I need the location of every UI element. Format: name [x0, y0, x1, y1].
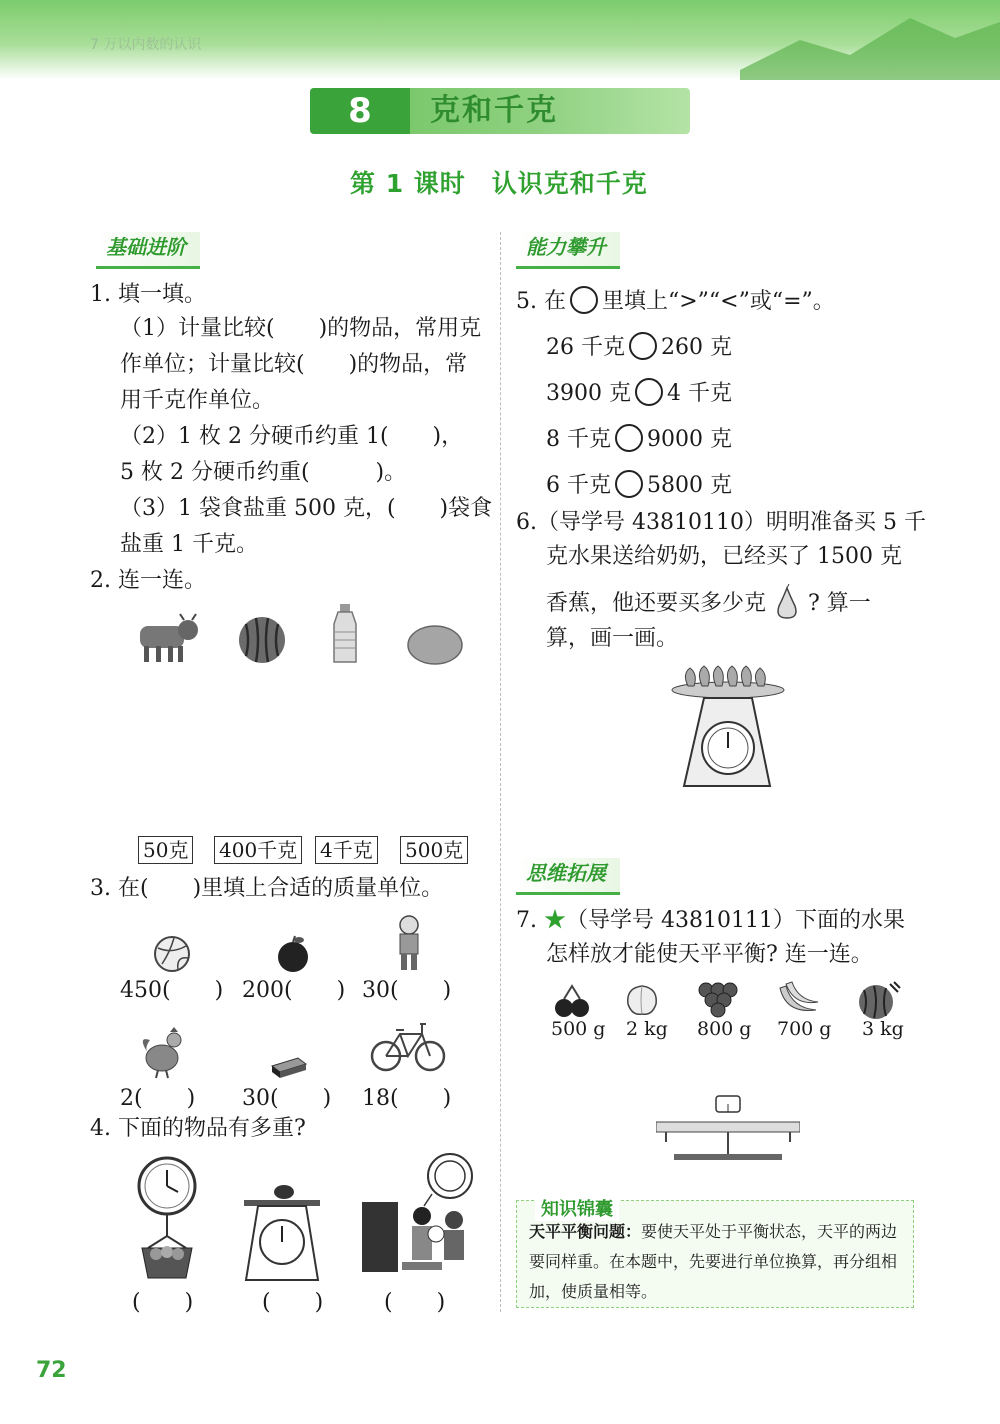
- q3-title: 3. 在( )里填上合适的质量单位。: [90, 876, 444, 901]
- section-ability: 能力攀升: [516, 232, 620, 269]
- q4-blank-1: ( ): [132, 1290, 194, 1315]
- q5-row2-right: 4 千克: [666, 381, 732, 406]
- chapter-number: 8: [310, 88, 410, 134]
- q5-row4-left: 6 千克: [546, 473, 611, 498]
- q3-r2-1: 2( ): [120, 1086, 196, 1111]
- unit-box-2[interactable]: 400千克: [214, 836, 302, 864]
- fruit-label-4: 700 g: [777, 1018, 832, 1040]
- q7-line1-text: （导学号 43810111）下面的水果: [566, 908, 905, 933]
- q1-line1: （1）计量比较( )的物品，常用克: [120, 316, 482, 341]
- q1-line2: 作单位；计量比较( )的物品，常: [120, 352, 468, 377]
- q1-line6: （3）1 袋食盐重 500 克，( )袋食: [120, 496, 493, 521]
- fruit-label-5: 3 kg: [862, 1018, 904, 1040]
- watermelon-icon: [236, 614, 288, 666]
- compare-circle-1[interactable]: [629, 332, 657, 360]
- q5-row1-right: 260 克: [661, 335, 732, 360]
- q3-r1-2: 200( ): [242, 978, 346, 1003]
- q5-row-4: [546, 470, 732, 499]
- volleyball-icon: [152, 934, 192, 974]
- cow-icon: [132, 612, 202, 666]
- q4-blank-3: ( ): [384, 1290, 446, 1315]
- q4-blank-2: ( ): [262, 1290, 324, 1315]
- q5-row2-left: 3900 克: [546, 381, 631, 406]
- q6-line1: 6.（导学号 43810110）明明准备买 5 千: [516, 510, 926, 535]
- unit-box-3[interactable]: 4千克: [315, 836, 378, 864]
- q5-row3-left: 8 千克: [546, 427, 611, 452]
- compare-circle-2[interactable]: [635, 378, 663, 406]
- peach-icon: [622, 978, 662, 1018]
- book-icon: [268, 1054, 310, 1080]
- q5-title-post: 里填上“>”“<”或“=”。: [601, 289, 835, 314]
- rooster-icon: [136, 1026, 190, 1080]
- chapter-banner: [310, 88, 690, 134]
- q3-r2-2: 30( ): [242, 1086, 332, 1111]
- q6-line3-post: ? 算一: [808, 591, 871, 616]
- bottle-icon: [330, 602, 360, 666]
- knowledge-body: 要使天平处于平衡状态，天平的两边要同样重。在本题中，先要进行单位换算，再分组相加，使质量相等。: [529, 1222, 898, 1301]
- platform-scale-icon: [240, 1180, 324, 1284]
- q7-line1: [516, 908, 905, 934]
- person-scale-icon: [362, 1150, 486, 1284]
- hanging-scale-icon: [134, 1154, 200, 1284]
- lesson-title: 第 1 课时 认识克和千克: [350, 169, 648, 198]
- section-thinking: 思维拓展: [516, 858, 620, 895]
- blank-circle-icon: [570, 286, 598, 314]
- q5-row3-right: 9000 克: [647, 427, 732, 452]
- q5-row-1: [546, 332, 732, 361]
- q1-line3: 用千克作单位。: [120, 388, 275, 413]
- unit-box-4[interactable]: 500克: [400, 836, 468, 864]
- q6-line3: [546, 584, 871, 620]
- balance-icon: [656, 1092, 800, 1164]
- q1-title: 1. 填一填。: [90, 282, 206, 307]
- running-title: 7 万以内数的认识: [90, 37, 202, 53]
- grapes-icon: [694, 978, 744, 1018]
- q6-line2: 克水果送给奶奶，已经买了 1500 克: [546, 544, 902, 569]
- egg-icon: [406, 624, 464, 666]
- section-basic: 基础进阶: [96, 232, 200, 269]
- fruit-label-1: 500 g: [551, 1018, 606, 1040]
- q3-r2-3: 18( ): [362, 1086, 452, 1111]
- knowledge-text: [529, 1217, 905, 1307]
- banana-icon: [776, 980, 820, 1018]
- chapter-title: 克和千克: [430, 93, 558, 128]
- q2-title: 2. 连一连。: [90, 568, 206, 593]
- knowledge-bold: 天平平衡问题：: [529, 1222, 642, 1241]
- fruit-label-3: 800 g: [697, 1018, 752, 1040]
- q1-line7: 盐重 1 千克。: [120, 532, 258, 557]
- q6-line4: 算，画一画。: [546, 626, 679, 651]
- q7-line2: 怎样放才能使天平平衡? 连一连。: [546, 942, 873, 967]
- q1-line4: （2）1 枚 2 分硬币约重 1( )，: [120, 424, 464, 449]
- bicycle-icon: [370, 1016, 446, 1074]
- watermelon-fruit-icon: [854, 980, 904, 1020]
- q6-line3-pre: 香蕉，他还要买多少克: [546, 591, 767, 616]
- q3-r1-1: 450( ): [120, 978, 224, 1003]
- cherries-icon: [552, 984, 592, 1018]
- q5-row-2: [546, 378, 732, 407]
- q4-title: 4. 下面的物品有多重?: [90, 1116, 306, 1141]
- compare-circle-3[interactable]: [615, 424, 643, 452]
- q5-row4-right: 5800 克: [647, 473, 732, 498]
- pear-icon: [773, 584, 801, 620]
- fruit-label-2: 2 kg: [626, 1018, 668, 1040]
- q3-r1-3: 30( ): [362, 978, 452, 1003]
- page-number: 72: [36, 1358, 67, 1383]
- star-icon: ★: [544, 908, 567, 933]
- q7-number: 7.: [516, 908, 537, 933]
- compare-circle-4[interactable]: [615, 470, 643, 498]
- boy-icon: [392, 914, 426, 974]
- knowledge-box: [516, 1200, 914, 1308]
- q1-line5: 5 枚 2 分硬币约重( )。: [120, 460, 407, 485]
- mountain-decoration: [740, 0, 1000, 80]
- unit-box-1[interactable]: 50克: [138, 836, 193, 864]
- knowledge-title: 知识锦囊: [535, 1195, 619, 1221]
- q5-row1-left: 26 千克: [546, 335, 625, 360]
- q5-title: [516, 286, 835, 315]
- apple-icon: [274, 934, 312, 974]
- fruit-scale-icon: [670, 660, 786, 792]
- column-divider: [500, 232, 501, 1312]
- q5-row-3: [546, 424, 732, 453]
- q5-title-pre: 5. 在: [516, 289, 566, 314]
